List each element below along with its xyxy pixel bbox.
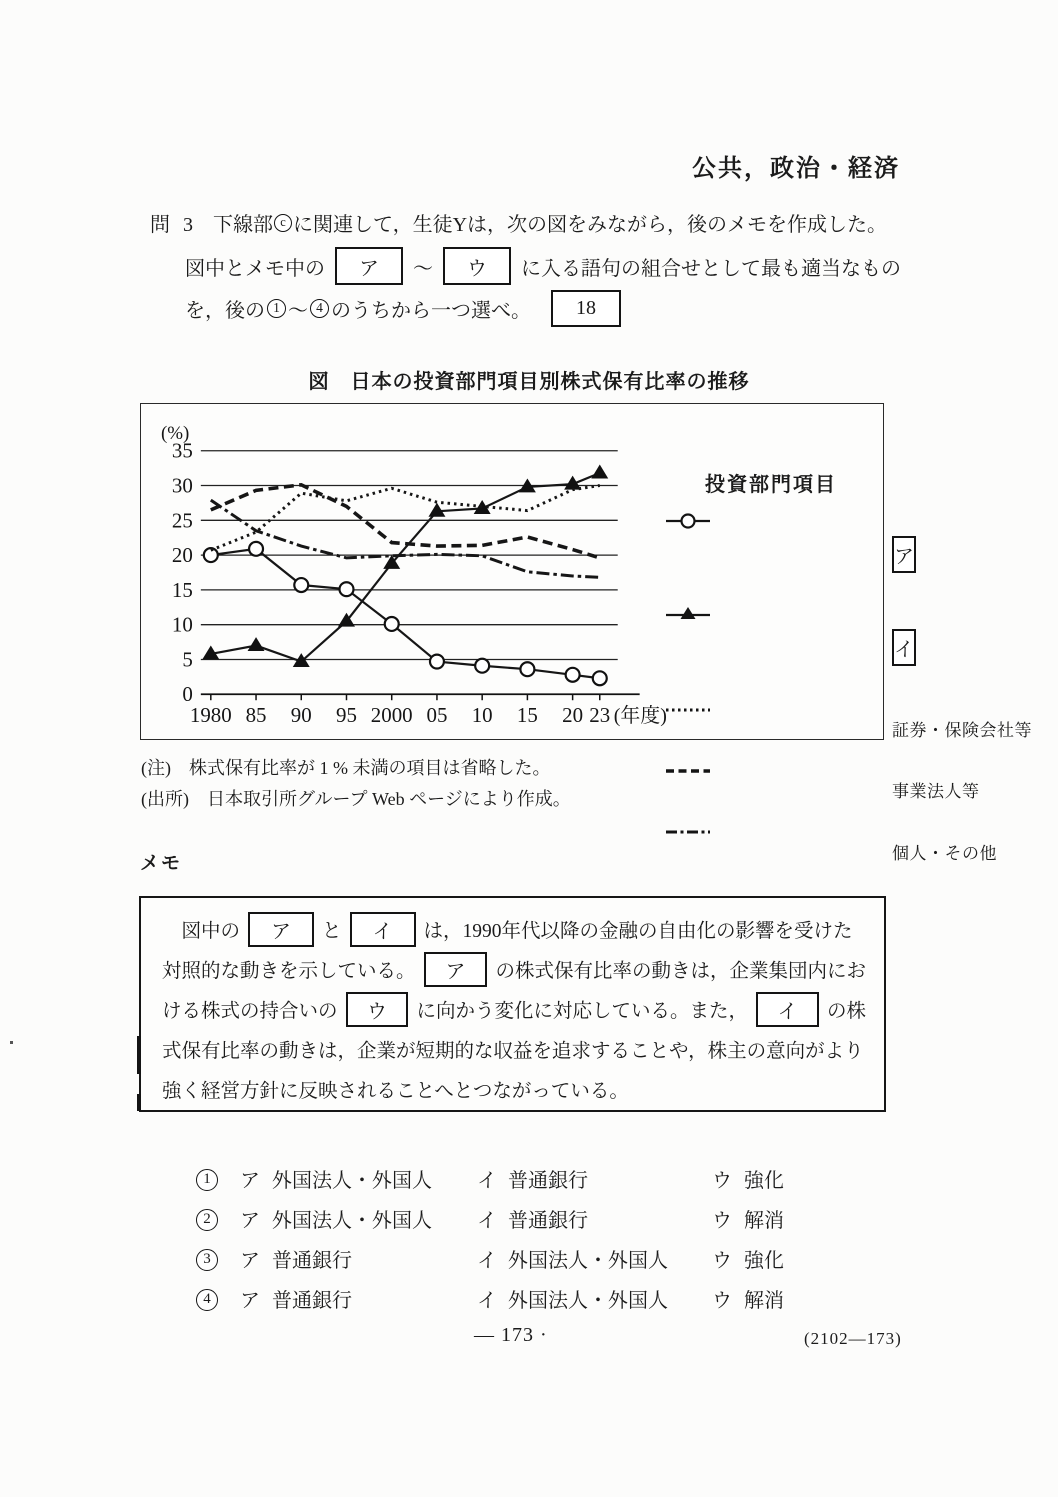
x-tick-label: 15 <box>516 703 538 728</box>
y-tick-label: 0 <box>182 682 193 707</box>
option-2-number: 2 <box>196 1209 218 1231</box>
option-4-number: 4 <box>196 1289 218 1311</box>
scan-artifact <box>137 1036 141 1074</box>
option-2-value-i: 普通銀行 <box>508 1209 588 1232</box>
tilde-2: ～ <box>288 299 308 322</box>
option-4-value-i: 外国法人・外国人 <box>508 1289 668 1312</box>
memo-blank-i: イ <box>350 912 416 947</box>
memo-line1-post: は，1990年代以降の金融の自由化の影響を受けた <box>423 921 853 942</box>
circle-marker <box>249 542 263 556</box>
memo-line-3 <box>162 989 866 1029</box>
question-line2-pre: 図中とメモ中の <box>185 257 325 280</box>
option-row-3 <box>196 1238 956 1278</box>
figure-title: 図 日本の投資部門項目別株式保有比率の推移 <box>308 371 750 393</box>
question-line3-pre: を，後の <box>185 299 265 322</box>
legend-box-i: イ <box>892 629 916 666</box>
tilde: ～ <box>413 257 433 280</box>
x-tick-label: 85 <box>245 703 267 728</box>
triangle-marker <box>591 465 608 479</box>
memo-line2-post: の株式保有比率の動きは，企業集団内にお <box>495 961 866 982</box>
series-line-solid <box>211 473 600 662</box>
answer-number-box: 18 <box>551 290 621 327</box>
y-tick-label: 5 <box>182 647 193 672</box>
memo-blank-i2: イ <box>756 992 819 1027</box>
option-4-value-a: 普通銀行 <box>272 1289 352 1312</box>
memo-heading: メモ <box>140 853 183 874</box>
dashdot-line-icon <box>665 827 883 874</box>
x-tick-label: 1980 <box>189 703 232 728</box>
legend-item-corporations <box>665 766 980 813</box>
scan-artifact <box>10 1041 13 1044</box>
option-1-col-i: イ <box>477 1169 497 1192</box>
x-tick-label: 23 <box>589 703 611 728</box>
question-number: 問 3 <box>150 214 197 236</box>
question-text-pre: 下線部 <box>213 214 273 236</box>
page-header-subject: 公共，政治・経済 <box>692 156 900 182</box>
x-axis-unit-label: (年度) <box>613 705 667 728</box>
memo-line-1 <box>162 909 866 949</box>
circled-option-1: 1 <box>267 299 286 318</box>
x-tick-label: 05 <box>426 703 448 728</box>
option-4-value-u: 解消 <box>744 1289 784 1312</box>
circle-marker <box>593 671 607 685</box>
option-1-col-u: ウ <box>712 1169 732 1192</box>
circle-marker <box>520 662 534 676</box>
triangle-marker <box>248 637 265 651</box>
option-2-col-a: ア <box>240 1209 260 1232</box>
option-row-1 <box>196 1158 956 1198</box>
y-tick-label: 35 <box>171 438 193 463</box>
y-tick-label: 25 <box>171 508 193 533</box>
option-row-4 <box>196 1278 956 1318</box>
series-line-dotted <box>211 486 600 551</box>
triangle-marker <box>428 503 445 517</box>
x-tick-label: 90 <box>290 703 312 728</box>
print-code: (2102—173) <box>804 1329 902 1348</box>
y-tick-label: 20 <box>171 543 193 568</box>
memo-line1-mid: と <box>322 921 342 942</box>
y-tick-label: 15 <box>171 577 193 602</box>
memo-line3-pre: ける株式の持合いの <box>162 1001 338 1022</box>
question-line3-post: のうちから一つ選べ。 <box>331 299 531 322</box>
y-tick-label: 30 <box>171 473 193 498</box>
solid-triangle-line-icon <box>665 605 883 690</box>
option-3-value-a: 普通銀行 <box>272 1249 352 1272</box>
circle-marker <box>566 668 580 682</box>
blank-box-u: ウ <box>443 247 511 285</box>
question-line-2 <box>185 246 901 286</box>
memo-line-5 <box>162 1069 866 1109</box>
option-1-value-a: 外国法人・外国人 <box>272 1169 432 1192</box>
legend-item-securities <box>665 705 1032 752</box>
legend-label-securities: 証券・保険会社等 <box>892 720 1032 740</box>
option-2-col-i: イ <box>477 1209 497 1232</box>
option-3-col-a: ア <box>240 1249 260 1272</box>
circle-marker <box>340 582 354 596</box>
option-1-col-a: ア <box>240 1169 260 1192</box>
y-tick-label: 10 <box>171 612 193 637</box>
option-2-value-u: 解消 <box>744 1209 784 1232</box>
legend-item-a <box>665 512 914 597</box>
memo-line-4 <box>162 1029 866 1069</box>
circled-option-4: 4 <box>310 299 329 318</box>
x-tick-label: 95 <box>336 703 357 728</box>
option-4-col-u: ウ <box>712 1289 732 1312</box>
circle-marker <box>385 617 399 631</box>
memo-blank-a: ア <box>248 912 314 947</box>
dashed-line-icon <box>665 766 883 813</box>
page-number: — 173 · <box>474 1324 548 1346</box>
solid-circle-line-icon <box>665 512 883 597</box>
memo-line1-pre: 図中の <box>162 921 241 942</box>
option-1-value-u: 強化 <box>744 1169 784 1192</box>
x-tick-label: 20 <box>562 703 584 728</box>
memo-blank-u: ウ <box>346 992 409 1027</box>
memo-box <box>139 896 886 1112</box>
blank-box-a: ア <box>335 247 403 285</box>
legend-box-a: ア <box>892 536 916 573</box>
question-line-1 <box>150 208 887 237</box>
legend-label-corporations: 事業法人等 <box>892 782 980 802</box>
legend-item-individuals <box>665 827 997 874</box>
circled-c-mark: c <box>274 214 292 232</box>
figure-note-1: (注) 株式保有比率が 1 % 未満の項目は省略した。 <box>141 758 551 778</box>
option-2-col-u: ウ <box>712 1209 732 1232</box>
memo-line5-text: 強く経営方針に反映されることへとつながっている。 <box>162 1081 629 1102</box>
question-text-post: に関連して，生徒Yは，次の図をみながら，後のメモを作成した。 <box>293 214 888 236</box>
memo-line4-text: 式保有比率の動きは，企業が短期的な収益を追求することや，株主の意向がより <box>162 1041 864 1062</box>
circle-marker <box>475 659 489 673</box>
circle-marker <box>294 578 308 592</box>
option-4-col-a: ア <box>240 1289 260 1312</box>
option-1-number: 1 <box>196 1169 218 1191</box>
memo-line3-mid: に向かう変化に対応している。また， <box>416 1001 748 1022</box>
question-line2-post: に入る語句の組合せとして最も適当なもの <box>521 257 901 280</box>
question-line-3 <box>185 290 631 326</box>
answer-options <box>196 1158 956 1318</box>
memo-line3-post: の株 <box>826 1001 866 1022</box>
option-3-col-u: ウ <box>712 1249 732 1272</box>
scan-artifact <box>137 1094 141 1111</box>
legend-title: 投資部門項目 <box>705 474 837 496</box>
option-3-value-i: 外国法人・外国人 <box>508 1249 668 1272</box>
option-3-col-i: イ <box>477 1249 497 1272</box>
chart-legend <box>665 468 1032 875</box>
option-row-2 <box>196 1198 956 1238</box>
figure-note-2: (出所) 日本取引所グループ Web ページにより作成。 <box>141 789 571 809</box>
memo-line-2 <box>162 949 866 989</box>
series-line-dashdot <box>211 500 600 577</box>
memo-line2-pre: 対照的な動きを示している。 <box>162 961 416 982</box>
circle-marker <box>430 655 444 669</box>
y-axis-unit-label: (%) <box>160 422 190 444</box>
dotted-line-icon <box>665 705 883 752</box>
x-tick-label: 2000 <box>370 703 413 728</box>
legend-label-individuals: 個人・その他 <box>892 843 997 863</box>
option-3-value-u: 強化 <box>744 1249 784 1272</box>
option-4-col-i: イ <box>477 1289 497 1312</box>
option-1-value-i: 普通銀行 <box>508 1169 588 1192</box>
figure-notes <box>141 753 571 815</box>
x-tick-label: 10 <box>471 703 493 728</box>
memo-blank-a2: ア <box>424 952 488 987</box>
option-2-value-a: 外国法人・外国人 <box>272 1209 432 1232</box>
option-3-number: 3 <box>196 1249 218 1271</box>
legend-item-i <box>665 605 914 690</box>
